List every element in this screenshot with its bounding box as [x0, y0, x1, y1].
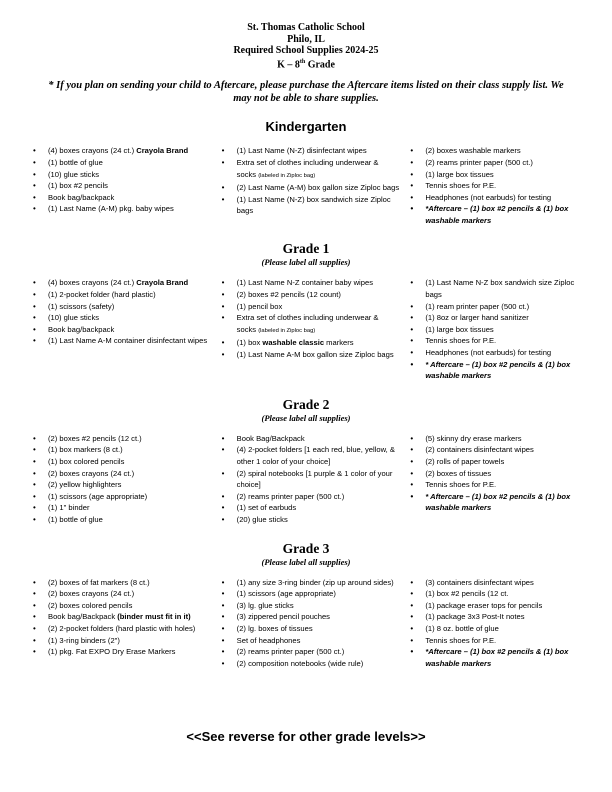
- list-item: • (1) bottle of glue: [30, 514, 211, 526]
- list-item: • *Aftercare – (1) box #2 pencils & (1) box washable markers: [407, 646, 588, 669]
- supply-column: [30, 145, 211, 226]
- section-title-grade-2: Grade 2: [282, 396, 330, 412]
- list-item: • Set of headphones: [219, 635, 400, 647]
- section-subtitle: (Please label all supplies): [261, 556, 351, 567]
- list-item: • (1) Last Name N-Z box sandwich size Ziploc bags: [407, 277, 588, 300]
- list-item: • Headphones (not earbuds) for testing: [407, 347, 588, 359]
- list-item: • (1) box washable classic markers: [219, 337, 400, 349]
- supply-column: [30, 577, 211, 670]
- list-item: • (3) lg. glue sticks: [219, 600, 400, 612]
- section-title-grade-3: Grade 3: [282, 540, 330, 556]
- list-item: • (1) scissors (age appropriate): [30, 491, 211, 503]
- section-title-grade-1: Grade 1: [282, 241, 330, 257]
- list-item: • Tennis shoes for P.E.: [407, 335, 588, 347]
- list-item: • (1) pkg. Fat EXPO Dry Erase Markers: [30, 646, 211, 658]
- list-item: • (1) box colored pencils: [30, 456, 211, 468]
- list-item: • (1) pencil box: [219, 301, 400, 313]
- supply-column: [215, 577, 400, 670]
- supply-column: [403, 433, 588, 526]
- list-item: • (2) boxes crayons (24 ct.): [30, 588, 211, 600]
- list-item: • (2) spiral notebooks [1 purple & 1 color of your choice]: [219, 468, 400, 491]
- kindergarten-supplies: [0, 145, 612, 226]
- list-item: • (5) skinny dry erase markers: [407, 433, 588, 445]
- list-item: • (1) package eraser tops for pencils: [407, 600, 588, 612]
- school-name: St. Thomas Catholic School: [247, 22, 365, 33]
- list-item: • (4) boxes crayons (24 ct.) Crayola Brand: [30, 145, 211, 157]
- list-item: • (1) large box tissues: [407, 169, 588, 181]
- list-item: • * Aftercare – (1) box #2 pencils & (1) box washable markers: [407, 359, 588, 382]
- supply-column: [30, 277, 211, 381]
- see-reverse-note: <<See reverse for other grade levels>>: [186, 729, 426, 744]
- list-item: • (2) boxes of tissues: [407, 468, 588, 480]
- list-item: • (10) glue sticks: [30, 312, 211, 324]
- list-item: • (1) 2-pocket folder (hard plastic): [30, 289, 211, 301]
- list-item: • (1) any size 3-ring binder (zip up around sides): [219, 577, 400, 589]
- list-item: • (2) reams printer paper (500 ct.): [407, 157, 588, 169]
- list-item: • (2) lg. boxes of tissues: [219, 623, 400, 635]
- list-item: • (1) Last Name A-M container disinfectant wipes: [30, 335, 211, 347]
- list-item: • (1) Last Name (N-Z) box sandwich size Ziploc bags: [219, 194, 400, 217]
- list-item: • (4) 2-pocket folders [1 each red, blue, yellow, & other 1 color of your choice]: [219, 444, 400, 467]
- list-item: • Book bag/backpack: [30, 192, 211, 204]
- list-item: • (2) boxes of fat markers (8 ct.): [30, 577, 211, 589]
- list-item: • * Aftercare – (1) box #2 pencils & (1) box washable markers: [407, 491, 588, 514]
- section-title-kindergarten: Kindergarten: [265, 119, 347, 135]
- list-item: • (1) scissors (age appropriate): [219, 588, 400, 600]
- supply-column: [215, 433, 400, 526]
- list-item: • (1) bottle of glue: [30, 157, 211, 169]
- list-item: • (2) yellow highlighters: [30, 479, 211, 491]
- list-item: • (1) package 3x3 Post-It notes: [407, 611, 588, 623]
- supply-column: [215, 277, 400, 381]
- list-item: • (1) 8oz or larger hand sanitizer: [407, 312, 588, 324]
- list-item: • (1) box #2 pencils (12 ct.: [407, 588, 588, 600]
- list-item: • (2) containers disinfectant wipes: [407, 444, 588, 456]
- list-item: • (1) 1" binder: [30, 502, 211, 514]
- grade-2-supplies: [0, 433, 612, 526]
- list-item: • *Aftercare – (1) box #2 pencils & (1) box washable markers: [407, 203, 588, 226]
- supply-column: [403, 277, 588, 381]
- list-item: • (3) zippered pencil pouches: [219, 611, 400, 623]
- list-item: • (1) large box tissues: [407, 324, 588, 336]
- aftercare-notice: * If you plan on sending your child to Aftercare, please purchase the Aftercare items listed on their class supply list. We may not be able to share supplies.: [48, 80, 564, 105]
- list-item: • (3) containers disinfectant wipes: [407, 577, 588, 589]
- list-item: • Book Bag/Backpack: [219, 433, 400, 445]
- list-item: • (2) boxes colored pencils: [30, 600, 211, 612]
- supply-column: [215, 145, 400, 226]
- list-item: • (1) Last Name N-Z container baby wipes: [219, 277, 400, 289]
- list-item: • (1) box #2 pencils: [30, 180, 211, 192]
- list-item: • Book bag/Backpack (binder must fit in it): [30, 611, 211, 623]
- supply-column: [30, 433, 211, 526]
- list-item: • (1) scissors (safety): [30, 301, 211, 313]
- list-item: • (1) set of earbuds: [219, 502, 400, 514]
- list-item: • (2) reams printer paper (500 ct.): [219, 491, 400, 503]
- list-item: • (1) 8 oz. bottle of glue: [407, 623, 588, 635]
- section-subtitle: (Please label all supplies): [261, 412, 351, 423]
- list-item: • (2) reams printer paper (500 ct.): [219, 646, 400, 658]
- grade-3-supplies: [0, 577, 612, 670]
- supply-column: [403, 577, 588, 670]
- list-item: • (1) box markers (8 ct.): [30, 444, 211, 456]
- list-item: • (2) Last Name (A-M) box gallon size Ziploc bags: [219, 182, 400, 194]
- document-title: Required School Supplies 2024-25: [233, 45, 379, 56]
- list-item: • Extra set of clothes including underwear & socks (labeled in Ziploc bag): [219, 312, 400, 337]
- list-item: • (2) boxes #2 pencils (12 count): [219, 289, 400, 301]
- list-item: • Tennis shoes for P.E.: [407, 635, 588, 647]
- list-item: • (2) composition notebooks (wide rule): [219, 658, 400, 670]
- list-item: • (2) boxes #2 pencils (12 ct.): [30, 433, 211, 445]
- list-item: • Headphones (not earbuds) for testing: [407, 192, 588, 204]
- list-item: • (4) boxes crayons (24 ct.) Crayola Brand: [30, 277, 211, 289]
- document-header: [0, 0, 612, 70]
- list-item: • Book bag/backpack: [30, 324, 211, 336]
- school-city: Philo, IL: [287, 33, 325, 45]
- list-item: • (1) Last Name A-M box gallon size Ziploc bags: [219, 349, 400, 361]
- list-item: • (1) Last Name (N-Z) disinfectant wipes: [219, 145, 400, 157]
- list-item: • (10) glue sticks: [30, 169, 211, 181]
- grade-range: K – 8th Grade: [277, 58, 335, 70]
- list-item: • (20) glue sticks: [219, 514, 400, 526]
- grade-1-supplies: [0, 277, 612, 381]
- list-item: • Tennis shoes for P.E.: [407, 479, 588, 491]
- list-item: • (1) ream printer paper (500 ct.): [407, 301, 588, 313]
- list-item: • (2) boxes washable markers: [407, 145, 588, 157]
- list-item: • Tennis shoes for P.E.: [407, 180, 588, 192]
- list-item: • (2) rolls of paper towels: [407, 456, 588, 468]
- list-item: • (1) Last Name (A-M) pkg. baby wipes: [30, 203, 211, 215]
- section-subtitle: (Please label all supplies): [261, 257, 351, 268]
- list-item: • (1) 3-ring binders (2"): [30, 635, 211, 647]
- list-item: • Extra set of clothes including underwear & socks (labeled in Ziploc bag): [219, 157, 400, 182]
- supply-column: [403, 145, 588, 226]
- list-item: • (2) 2-pocket folders (hard plastic with holes): [30, 623, 211, 635]
- list-item: • (2) boxes crayons (24 ct.): [30, 468, 211, 480]
